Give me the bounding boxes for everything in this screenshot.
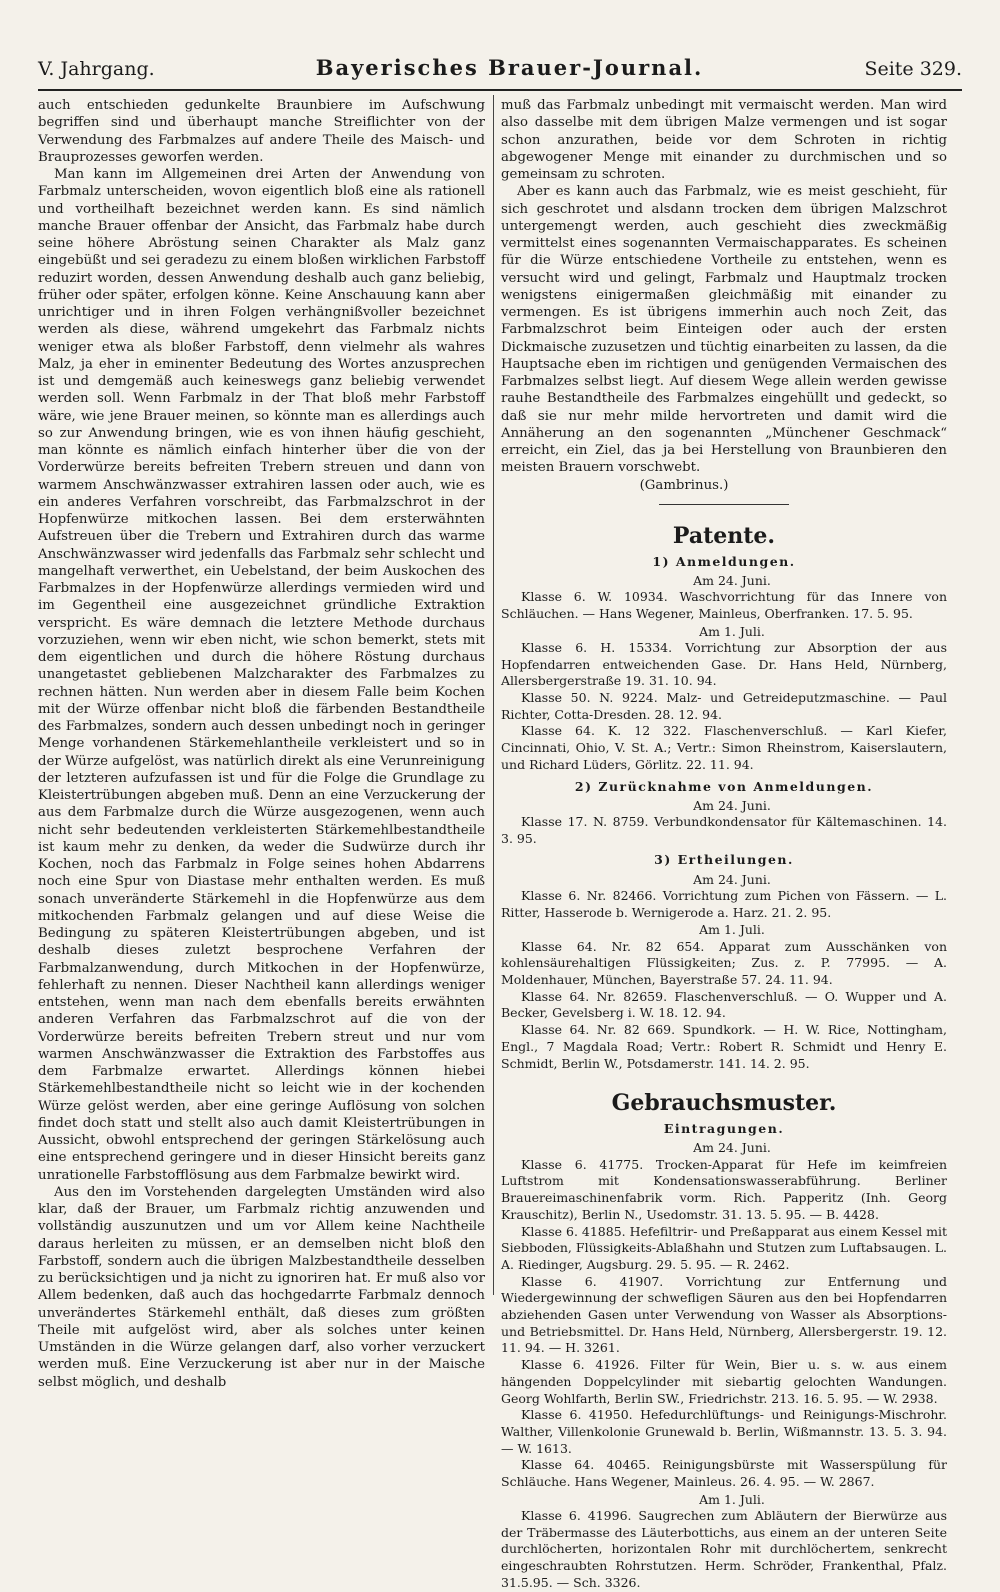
paragraph: muß das Farbmalz unbedingt mit vermaischt werden. Man wird also dasselbe mit dem übrigen Malze vermengen und ist sogar schon anzurathen, beide vor dem Schroten in richtig abgewogener Menge mit einander zu durchmischen und so gemeinsam zu schroten.	[501, 98, 947, 182]
patent-entry: Klasse 6. H. 15334. Vorrichtung zur Absorption der aus Hopfendarren entweichenden Gase. Dr. Hans Held, Nürnberg, Allersbergerstraße 19. 31. 10. 94.	[501, 639, 947, 689]
utility-model-entry: Klasse 6. 41907. Vorrichtung zur Entfernung und Wiedergewinnung der schwefligen Säuren aus den bei Hopfendarren abziehenden Gasen unter Verwendung von Wasser als Absorptions- und Betriebsmittel. Dr. Hans Held, Nürnberg, Allersbergerstr. 19. 12. 11. 94. — H. 3261.	[501, 1273, 947, 1356]
patente-heading: Patente.	[672, 522, 776, 549]
paragraph: Aus den im Vorstehenden dargelegten Umständen wird also klar, daß der Brauer, um Farbmalz richtig anzuwenden und vollständig auszunutzen und um vor Allem keine Nachtheile daraus herleiten zu müssen, er an demselben nicht bloß den Farbstoff, sondern auch die übrigen Malzbestandtheile desselben zu berücksichtigen und ja nicht zu ignoriren hat. Er muß also vor Allem bedenken, daß auch das hochgedarrte Farbmalz dennoch unverändertes Stärkemehl enthält, daß dieses zum größten Theile mit aufgelöst wird, aber als solches unter keinen Umständen in die Würze gelangen darf, also vorher verzuckert werden muß. Eine Verzuckerung ist aber nur in der Maische selbst möglich, und deshalb	[38, 1184, 485, 1390]
date-line: Am 1. Juli.	[699, 922, 765, 938]
page-number: Seite 329.	[864, 58, 962, 80]
source-credit: (Gambrinus.)	[639, 477, 729, 493]
journal-title: Bayerisches Brauer-Journal.	[315, 55, 704, 80]
date-line: Am 24. Juni.	[693, 573, 771, 588]
subsection-heading: Eintragungen.	[663, 1121, 785, 1137]
patent-entry: Klasse 64. K. 12 322. Flaschenverschluß. — Karl Kiefer, Cincinnati, Ohio, V. St. A.; Vertr.: Simon Rheinstrom, Kaiserslautern, und Richard Lüders, Görlitz. 22. 11. 94.	[501, 723, 947, 772]
page-header	[38, 55, 962, 91]
date-line: Am 24. Juni.	[693, 797, 771, 813]
subsection-heading: 3) Ertheilungen.	[654, 852, 794, 868]
utility-model-entry: Klasse 6. 41926. Filter für Wein, Bier u. s. w. aus einem hängenden Doppelcylinder mit siebartig gelochten Wandungen. Georg Wohlfarth, Berlin SW., Friedrichstr. 213. 16. 5. 95. — W. 2938.	[501, 1357, 947, 1406]
patent-entry: Klasse 6. W. 10934. Waschvorrichtung für das Innere von Schläuchen. — Hans Wegener, Mainleus, Oberfranken. 17. 5. 95.	[501, 589, 947, 621]
subsection-heading: 2) Zurücknahme von Anmeldungen.	[574, 778, 874, 794]
section-divider	[659, 504, 789, 505]
patent-entry: Klasse 17. N. 8759. Verbundkondensator für Kältemaschinen. 14. 3. 95.	[501, 814, 947, 846]
utility-model-entry: Klasse 6. 41996. Saugrechen zum Abläutern der Bierwürze aus der Träbermasse des Läuterbottichs, aus einem an der unteren Seite durchlöcherten, horizontalen Rohr mit durchlöchertem, senkrecht eingeschraubten Rohrstutzen. Herm. Schröder, Frankenthal, Pfalz. 31.5.95. — Sch. 3326.	[501, 1508, 947, 1590]
utility-model-entry: Klasse 6. 41885. Hefefiltrir- und Preßapparat aus einem Kessel mit Siebboden, Flüssigkeits-Ablaßhahn und Stutzen zum Luftabsaugen. L. A. Riedinger, Augsburg. 29. 5. 95. — R. 2462.	[501, 1223, 948, 1272]
gebrauchsmuster-heading: Gebrauchsmuster.	[611, 1090, 837, 1117]
patent-entry: Klasse 64. Nr. 82 669. Spundkork. — H. W. Rice, Nottingham, Engl., 7 Magdala Road; Vertr.: Robert R. Schmidt und Henry E. Schmidt, Berlin W., Potsdamerstr. 141. 14. 2. 95.	[501, 1022, 947, 1071]
date-line: Am 1. Juli.	[699, 1491, 765, 1507]
utility-model-entry: Klasse 6. 41775. Trocken-Apparat für Hefe im keimfreien Luftstrom mit Kondensationswasserabführung. Berliner Brauereimaschinenfabrik vorm. Rich. Papperitz (Inh. Georg Krauschitz), Berlin N., Usedomstr. 31. 13. 5. 95. — B. 4428.	[501, 1156, 947, 1222]
volume-label: V. Jahrgang.	[38, 58, 155, 80]
right-column	[501, 97, 947, 1592]
paragraph: auch entschieden gedunkelte Braunbiere im Aufschwung begriffen sind und überhaupt manche Streiflichter von der Verwendung des Farbmalzes auf andere Theile des Maisch- und Brauprozesses geworfen werden.	[38, 98, 485, 165]
utility-model-entry: Klasse 64. 40465. Reinigungsbürste mit Wasserspülung für Schläuche. Hans Wegener, Mainleus. 26. 4. 95. — W. 2867.	[501, 1457, 947, 1490]
left-column	[38, 97, 485, 1391]
patent-entry: Klasse 64. Nr. 82659. Flaschenverschluß. — O. Wupper und A. Becker, Gevelsberg i. W. 18. 12. 94.	[501, 988, 947, 1021]
paragraph: Aber es kann auch das Farbmalz, wie es meist geschieht, für sich geschrotet und alsdann trocken dem übrigen Malzschrot untergemengt werden, auch geschieht dies zweckmäßig vermittelst eines sogenannten Vermaischapparates. Es scheinen für die Würze entschiedene Vortheile zu entstehen, wenn es versucht wird und gelingt, Farbmalz und Hauptmalz trocken wenigstens einigermaßen gleichmäßig mit einander zu vermengen. Es ist übrigens immerhin auch noch Zeit, das Farbmalzschrot beim Einteigen oder auch der ersten Dickmaische zuzusetzen und tüchtig einarbeiten zu lassen, da die Hauptsache eben im richtigen und genügenden Vermaischen des Farbmalzes selbst liegt. Auf diesem Wege allein werden gewisse rauhe Bestandtheile des Farbmalzes eingehüllt und gedeckt, so daß sie nur mehr milde hervortreten und damit wird die Annäherung an den sogenannten „Münchener Geschmack“ erreicht, ein Ziel, das ja bei Herstellung von Braunbieren den meisten Brauern vorschwebt.	[501, 184, 947, 476]
utility-model-entry: Klasse 6. 41950. Hefedurchlüftungs- und Reinigungs-Mischrohr. Walther, Villenkolonie Grunewald b. Berlin, Wißmannstr. 13. 5. 3. 94. — W. 1613.	[501, 1407, 947, 1456]
date-line: Am 24. Juni.	[693, 1140, 771, 1156]
column-divider	[493, 95, 494, 1295]
patent-entry: Klasse 64. Nr. 82 654. Apparat zum Ausschänken von kohlensäurehaltigen Flüssigkeiten; Zus. z. P. 77995. — A. Moldenhauer, München, Bayerstraße 57. 24. 11. 94.	[501, 938, 947, 987]
patent-entry: Klasse 6. Nr. 82466. Vorrichtung zum Pichen von Fässern. — L. Ritter, Hasserode b. Wernigerode a. Harz. 21. 2. 95.	[501, 887, 947, 920]
paragraph: Man kann im Allgemeinen drei Arten der Anwendung von Farbmalz unterscheiden, wovon eigentlich bloß eine als rationell und vortheilhaft bezeichnet werden kann. Es sind nämlich manche Brauer offenbar der Ansicht, das Farbmalz habe durch seine höhere Abröstung seinen Charakter als Malz ganz eingebüßt und sei geradezu zu einem bloßen wirklichen Farbstoff reduzirt worden, dessen Anwendung deshalb auch ganz beliebig, früher oder später, erfolgen könne. Keine Anschauung kann aber unrichtiger und in ihren Folgen verhängnißvoller bezeichnet werden als diese, während umgekehrt das Farbmalz nichts weniger etwa als bloßer Farbstoff, denn vielmehr als wahres Malz, ja eher in eminenter Bedeutung des Wortes anzusprechen ist und demgemäß auch keineswegs ganz beliebig verwendet werden soll. Wenn Farbmalz in der That bloß mehr Farbstoff wäre, wie jene Brauer meinen, so könnte man es allerdings auch so zur Anwendung bringen, wie es von ihnen häufig geschieht, man könnte es nämlich einfach hinterher über die von der Vorderwürze bereits befreiten Trebern streuen und dann von warmem Anschwänzwasser extrahiren lassen oder auch, wie es ein anderes Verfahren vorschreibt, das Farbmalzschrot in der Hopfenwürze mitkochen lassen. Bei dem ersterwähnten Aufstreuen über die Trebern und Extrahiren durch das warme Anschwänzwasser wird jedenfalls das Farbmalz sehr schlecht und mangelhaft verwerthet, ein Uebelstand, der beim Auskochen des Farbmalzes in der Hopfenwürze allerdings vermieden wird und im Gegentheil eine ausgezeichnet gründliche Extraktion verspricht. Es wäre demnach die letztere Methode durchaus vorzuziehen, wenn wir eben nicht, wie schon bemerkt, stets mit dem eigentlichen und durch die höhere Röstung durchaus unangetastet gebliebenen Malzcharakter des Farbmalzes zu rechnen hätten. Nun werden aber in diesem Falle beim Kochen mit der Würze offenbar nicht bloß die färbenden Bestandtheile des Farbmalzes, sondern auch dessen unbedingt noch in geringer Menge vorhandenen Stärkemehlantheile verkleistert und so in der Würze aufgelöst, was natürlich direkt als eine Verunreinigung der letzteren aufzufassen ist und für die Folge die Grundlage zu Kleistertrübungen abgeben muß. Denn an eine Verzuckerung der aus dem Farbmalze durch die Würze ausgezogenen, wenn auch nicht sehr bedeutenden verkleisterten Stärkemehlbestandtheile ist kaum mehr zu denken, da weder die Sudwürze durch ihr Kochen, noch das Farbmalz in Folge seines hohen Abdarrens noch eine Spur von Diastase mehr enthalten werden. Es muß sonach unveränderte Stärkemehl in die Hopfenwürze aus dem mitkochenden Farbmalz gelangen und auf diese Weise die Bedingung zu späteren Kleistertrübungen abgeben, und ist deshalb dieses zuletzt besprochene Verfahren der Farbmalzanwendung, durch Mitkochen in der Hopfenwürze, fehlerhaft zu nennen. Dieser Nachtheil kann allerdings weniger entstehen, wenn man nach dem ebenfalls bereits erwähnten anderen Verfahren das Farbmalzschrot auf die von der Vorderwürze bereits befreiten Trebern streut und nur vom warmen Anschwänzwasser die Extraktion des Farbstoffes aus dem Farbmalze erwartet. Allerdings können hiebei Stärkemehlbestandtheile nicht so leicht wie in der kochenden Würze gelöst werden, aber eine geringe Auflösung von solchen findet doch statt und stellt also auch damit Kleistertrübungen in Aussicht, obwohl entsprechend der geringen Stärkelösung auch eine entsprechend geringere und in dieser Hinsicht bereits ganz unrationelle Farbstofflösung aus dem Farbmalze bewirkt wird.	[38, 167, 485, 1183]
patent-entry: Klasse 50. N. 9224. Malz- und Getreideputzmaschine. — Paul Richter, Cotta-Dresden. 28. 12. 94.	[501, 690, 947, 722]
date-line: Am 1. Juli.	[699, 623, 765, 639]
date-line: Am 24. Juni.	[693, 871, 771, 887]
subsection-heading: 1) Anmeldungen.	[652, 553, 796, 569]
